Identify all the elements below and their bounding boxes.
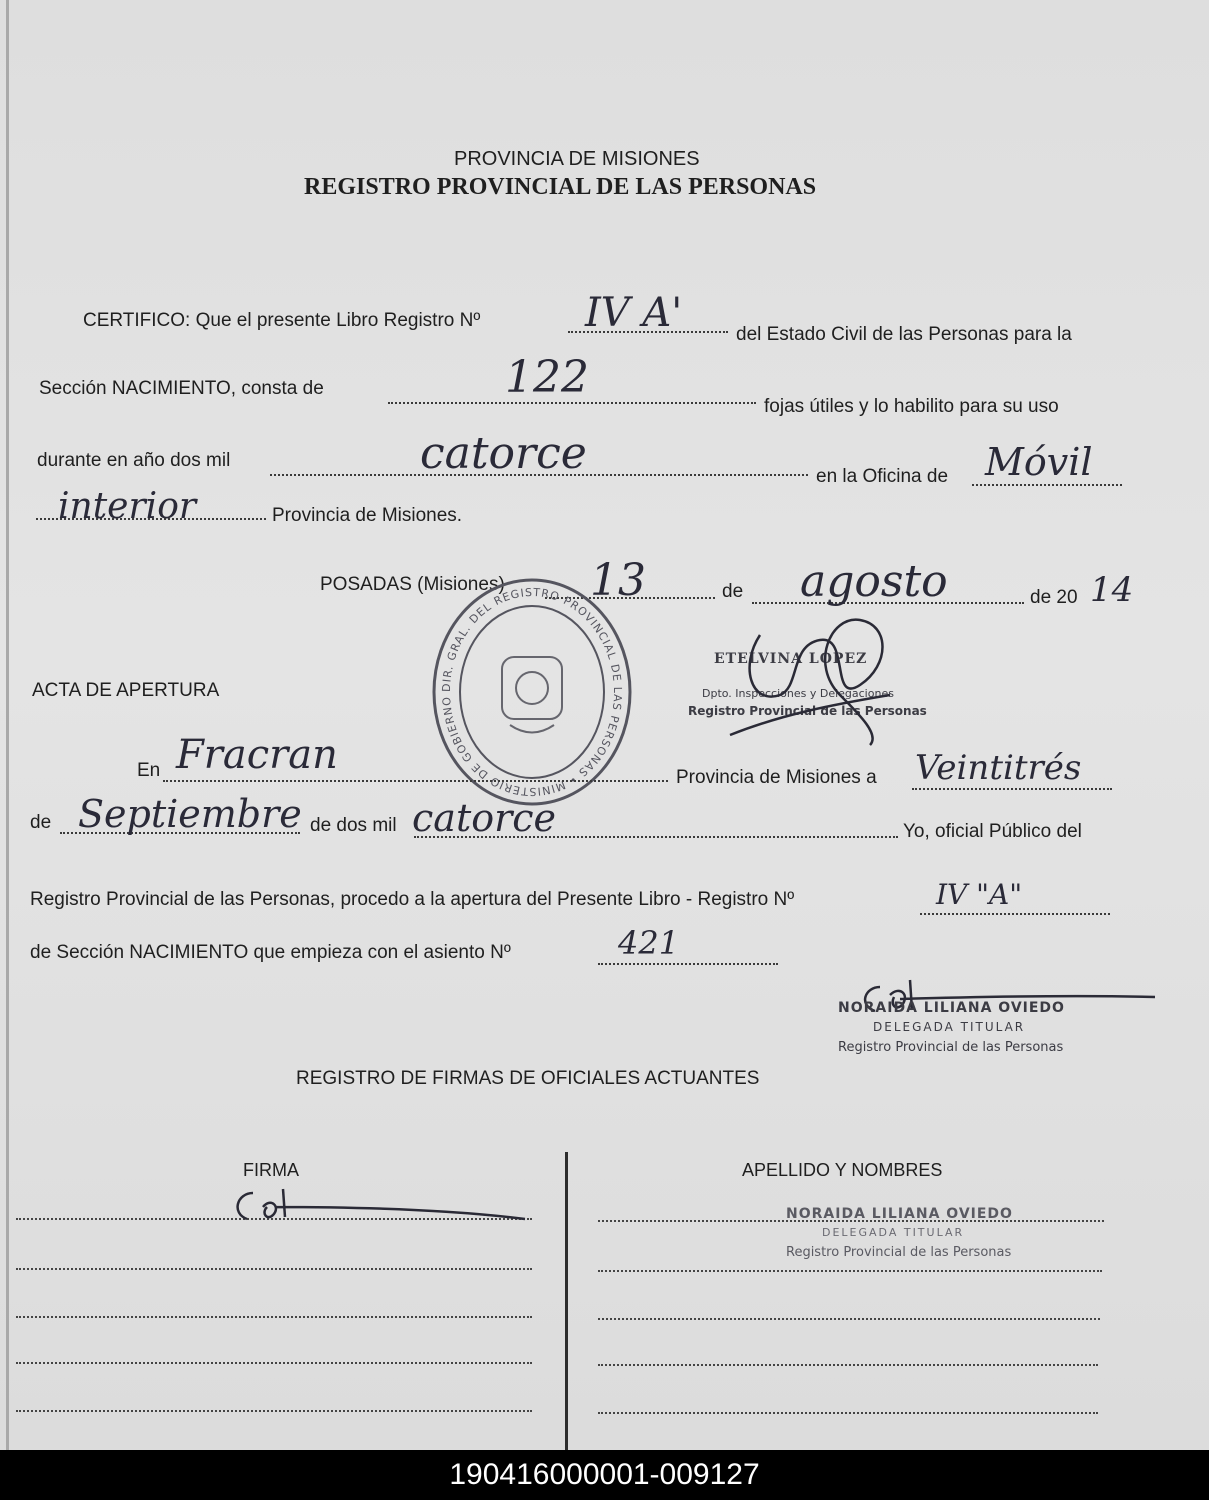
acta-dia: Veintitrés [915, 748, 1082, 788]
stamp-org: Registro Provincial de las Personas [838, 1040, 1064, 1055]
firmas-title: REGISTRO DE FIRMAS DE OFICIALES ACTUANTES [296, 1068, 760, 1089]
posadas-label: POSADAS (Misiones) [320, 574, 505, 595]
de-anio-label: de 20 [1030, 587, 1078, 608]
name-line [598, 1412, 1098, 1414]
acta-en: En [137, 760, 161, 781]
acta-line2-end: Yo, oficial Público del [903, 821, 1082, 842]
acta-title: ACTA DE APERTURA [32, 680, 220, 701]
binding-edge [6, 0, 9, 1450]
acta-de: de [30, 812, 52, 833]
stamp-role: DELEGADA TITULAR [873, 1020, 1026, 1034]
stamp-role: DELEGADA TITULAR [822, 1226, 965, 1239]
dotted-field [163, 780, 668, 782]
de-label: de [722, 581, 744, 602]
cert-line2-end: fojas útiles y lo habilito para su uso [764, 396, 1059, 417]
dotted-field [920, 913, 1110, 915]
oficina-value-1: Móvil [985, 440, 1093, 484]
acta-line2-mid: de dos mil [310, 815, 397, 836]
name-line [598, 1318, 1100, 1320]
column-divider [565, 1152, 568, 1450]
seal-text: DIR. GRAL. DEL REGISTRO PROVINCIAL DE LAS PERSONAS • MINISTERIO DE GOBIERNO [439, 585, 625, 799]
stamp-name: NORAIDA LILIANA OVIEDO [786, 1206, 1013, 1222]
acta-lugar: Fracran [176, 732, 338, 778]
dotted-field [598, 963, 778, 965]
acta-line3: Registro Provincial de las Personas, procedo a la apertura del Presente Libro - Registro Nº [30, 889, 795, 910]
registry-title: REGISTRO PROVINCIAL DE LAS PERSONAS [304, 174, 817, 200]
signature-icon [720, 605, 920, 755]
cert-line3-text: durante en año dos mil [37, 450, 231, 471]
mes-value: agosto [800, 556, 948, 607]
stamp-name: ETELVINA LOPEZ [714, 651, 868, 667]
dia-value: 13 [590, 555, 646, 606]
libro-numero: IV A' [585, 290, 683, 336]
cert-line3-end: en la Oficina de [816, 466, 949, 487]
anio-value: catorce [420, 428, 587, 479]
official-seal-icon [430, 575, 635, 810]
signature-line [16, 1268, 532, 1270]
name-line [598, 1364, 1098, 1366]
dotted-field [912, 788, 1112, 790]
signature-icon [225, 1185, 535, 1225]
signature-line [16, 1362, 532, 1364]
stamp-dept: Dpto. Inspecciones y Delegaciones [702, 687, 894, 700]
cert-line1-text: CERTIFICO: Que el presente Libro Registro Nº [83, 310, 481, 331]
acta-libro-numero: IV "A" [936, 878, 1023, 911]
col-nombres: APELLIDO Y NOMBRES [742, 1160, 943, 1180]
signature-line [16, 1410, 532, 1412]
signature-line [16, 1316, 532, 1318]
cert-line4-end: Provincia de Misiones. [272, 505, 463, 526]
cert-line1-end: del Estado Civil de las Personas para la [736, 324, 1072, 345]
col-firma: FIRMA [243, 1160, 299, 1180]
fojas-value: 122 [505, 352, 589, 403]
acta-asiento: 421 [618, 924, 680, 962]
document-id-bar: 190416000001-009127 [0, 1450, 1209, 1500]
stamp-org: Registro Provincial de las Personas [688, 704, 927, 718]
anio-suffix: 14 [1090, 570, 1134, 610]
stamp-org: Registro Provincial de las Personas [786, 1245, 1012, 1260]
name-line [598, 1270, 1102, 1272]
dotted-field [972, 484, 1122, 486]
acta-line4: de Sección NACIMIENTO que empieza con el asiento Nº [30, 942, 511, 963]
stamp-name: NORAIDA LILIANA OVIEDO [838, 1000, 1065, 1016]
acta-anio: catorce [412, 796, 557, 840]
cert-line2-text: Sección NACIMIENTO, consta de [39, 378, 324, 399]
acta-mes: Septiembre [78, 792, 302, 836]
province-title: PROVINCIA DE MISIONES [454, 148, 700, 170]
oficina-value-2: interior [58, 486, 197, 527]
acta-line1-end: Provincia de Misiones a [676, 767, 877, 788]
